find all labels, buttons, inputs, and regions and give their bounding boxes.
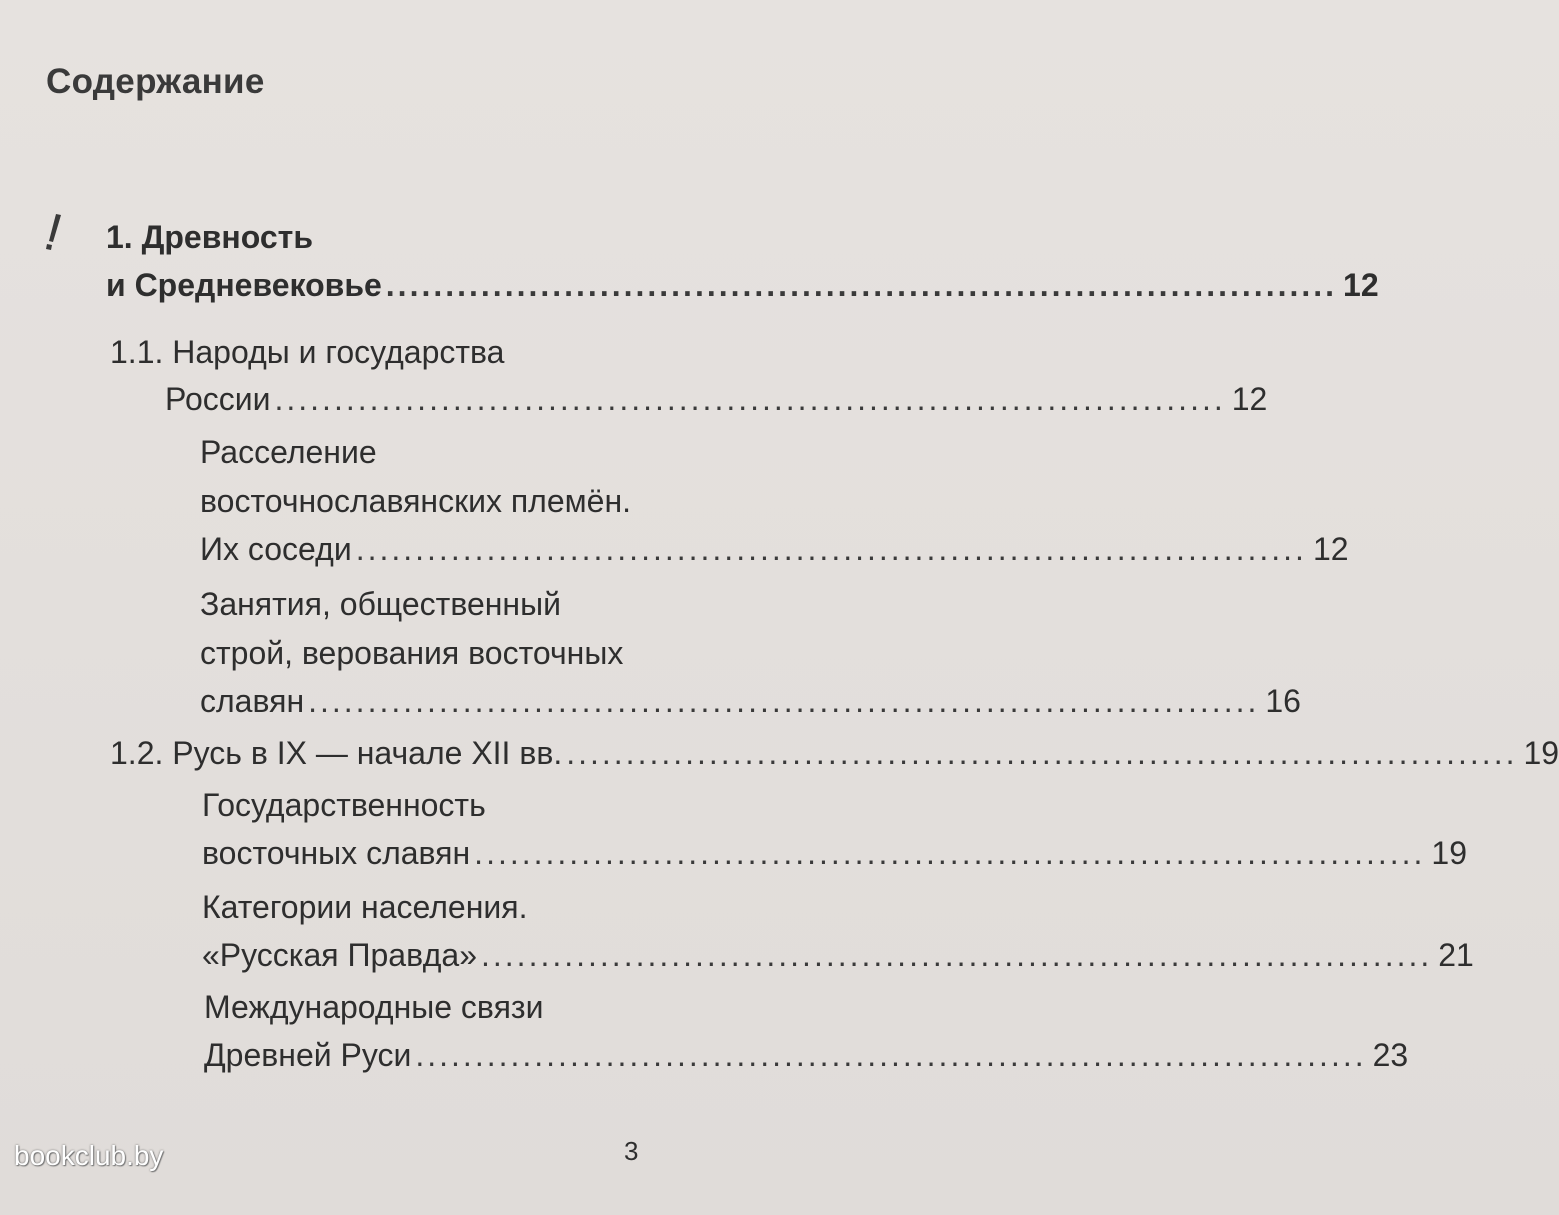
toc-page-number: 19 (1523, 735, 1559, 771)
toc-chapter-1-title-line1: 1. Древность (106, 219, 313, 255)
toc-topic-1-line2: восточнославянских племён. (200, 483, 631, 519)
toc-leader-dots: ................................................................................ (274, 381, 1226, 417)
toc-page-number: 23 (1372, 1037, 1409, 1073)
toc-leader-dots: ................................................................................ (385, 267, 1338, 303)
toc-topic-3-line1: Государственность (202, 787, 486, 823)
toc-section-1-1-line1: 1.1. Народы и государства (110, 334, 505, 370)
toc-topic-2-line2: строй, верования восточных (200, 635, 624, 671)
toc-page-number: 12 (1231, 381, 1268, 417)
toc-topic-4-line1: Категории населения. (202, 889, 528, 925)
toc-page-number: 16 (1265, 683, 1301, 719)
toc-entry-topic-4[interactable] (202, 936, 1474, 974)
bookmark-marker-icon (44, 212, 64, 252)
toc-leader-dots: ................................................................................ (566, 735, 1518, 771)
watermark-text: bookclub.by (14, 1140, 164, 1171)
toc-topic-1-line1: Расселение (200, 434, 377, 470)
toc-entry-chapter-1[interactable] (106, 266, 1379, 304)
toc-page-number: 12 (1343, 267, 1379, 303)
toc-page-number: 21 (1438, 937, 1474, 973)
toc-topic-5-line1: Международные связи (204, 989, 544, 1025)
toc-entry-section-1-2[interactable] (110, 734, 1559, 772)
toc-entry-topic-1[interactable] (200, 530, 1349, 568)
toc-entry-section-1-1[interactable] (165, 380, 1268, 418)
toc-topic-2-line3: славян (200, 683, 305, 719)
toc-chapter-1-title-line2: и Средневековье (106, 267, 382, 303)
toc-leader-dots: ................................................................................ (355, 531, 1307, 567)
toc-page-number: 19 (1431, 835, 1468, 871)
folio-page-number: 3 (624, 1136, 639, 1166)
toc-section-1-1-line2: России (165, 381, 271, 417)
toc-topic-2-line1: Занятия, общественный (200, 586, 561, 622)
toc-topic-4-line2: «Русская Правда» (202, 937, 477, 973)
toc-topic-3-line2: восточных славян (202, 835, 471, 871)
toc-leader-dots: ................................................................................ (481, 937, 1433, 973)
toc-section-1-2-title: 1.2. Русь в IX — начале XII вв. (110, 735, 563, 771)
toc-entry-topic-3[interactable] (202, 834, 1468, 872)
toc-page-number: 12 (1312, 531, 1349, 567)
toc-leader-dots: ................................................................................ (415, 1037, 1367, 1073)
page-title: Содержание (46, 62, 265, 101)
toc-entry-topic-2[interactable] (200, 682, 1301, 720)
toc-entry-topic-5[interactable] (204, 1036, 1409, 1074)
toc-topic-5-line2: Древней Руси (204, 1037, 412, 1073)
toc-leader-dots: ................................................................................ (474, 835, 1426, 871)
toc-topic-1-line3: Их соседи (200, 531, 352, 567)
toc-leader-dots: ................................................................................ (308, 683, 1260, 719)
